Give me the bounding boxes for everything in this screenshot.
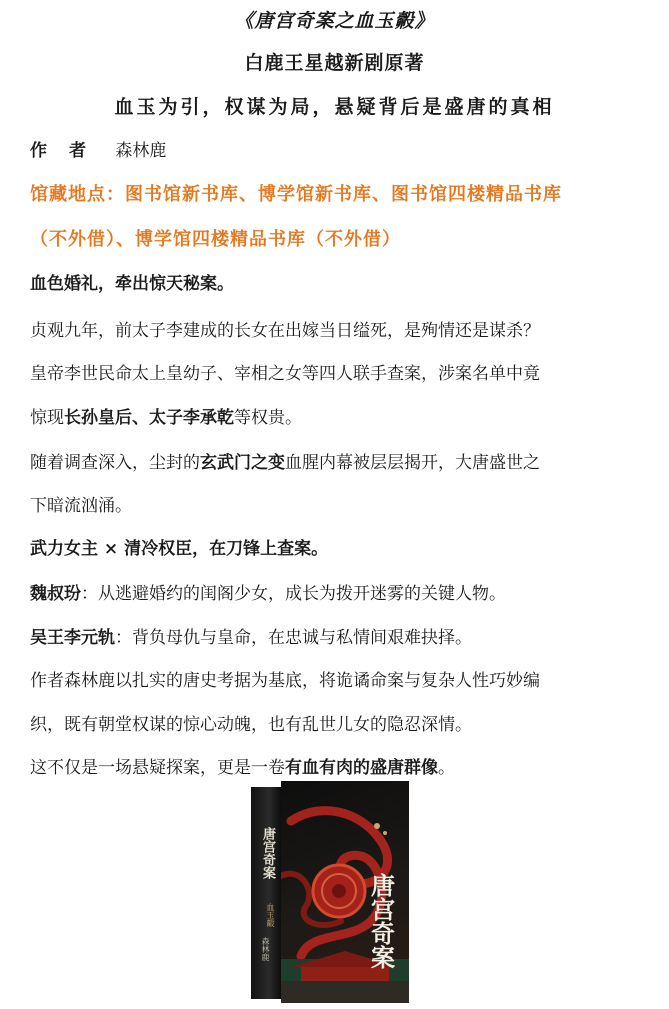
paragraph-3-line-1: 作者森林鹿以扎实的唐史考据为基底，将诡谲命案与复杂人性巧妙编 xyxy=(30,671,540,691)
paragraph-1-line-1: 贞观九年，前太子李建成的长女在出嫁当日缢死，是殉情还是谋杀？ xyxy=(30,321,540,341)
spine-title: 唐宫奇案 xyxy=(260,827,275,879)
paragraph-4-text: 这不仅是一场悬疑探案，更是一卷 xyxy=(30,758,285,778)
author-row xyxy=(30,136,645,161)
paragraph-1-highlight: 长孙皇后、太子李承乾 xyxy=(64,408,234,428)
paragraph-2-highlight: 玄武门之变 xyxy=(200,453,285,473)
paragraph-2-line-1 xyxy=(30,448,645,473)
section-heading-1: 血色婚礼，牵出惊天秘案。 xyxy=(30,274,234,294)
book-spine xyxy=(251,787,281,999)
author-name: 森林鹿 xyxy=(115,141,167,161)
book-tagline: 血玉为引，权谋为局，悬疑背后是盛唐的真相 xyxy=(114,96,555,118)
paragraph-4-text-end: 。 xyxy=(438,758,455,778)
paragraph-1-line-2: 皇帝李世民命太上皇幼子、宰相之女等四人联手查案，涉案名单中竟 xyxy=(30,364,540,384)
paragraph-4-highlight: 有血有肉的盛唐群像 xyxy=(285,758,438,778)
book-front-cover xyxy=(281,781,409,1003)
book-subtitle: 白鹿王星越新剧原著 xyxy=(244,52,425,74)
spine-volume: 血玉㲉 xyxy=(266,903,275,927)
character-1-desc: ：从逃避婚约的闺阁少女，成长为拨开迷雾的关键人物。 xyxy=(81,584,506,604)
location-line-2: （不外借）、博学馆四楼精品书库（不外借） xyxy=(30,229,401,250)
paragraph-1-text-end: 等权贵。 xyxy=(234,408,302,428)
location-line-1: 馆藏地点：图书馆新书库、博学馆新书库、图书馆四楼精品书库 xyxy=(30,184,562,205)
paragraph-1-text: 惊现 xyxy=(30,408,64,428)
paragraph-1-line-3 xyxy=(30,403,645,428)
paragraph-2-text: 随着调查深入，尘封的 xyxy=(30,453,200,473)
character-2-desc: ：背负母仇与皇命，在忠诚与私情间艰难抉择。 xyxy=(115,628,472,648)
character-2-name: 吴王李元轨 xyxy=(30,628,115,648)
character-2 xyxy=(30,623,645,648)
character-1-name: 魏叔玢 xyxy=(30,584,81,604)
cover-artwork xyxy=(281,781,409,1003)
paragraph-4 xyxy=(30,753,645,778)
section-heading-2: 武力女主 × 清冷权臣，在刀锋上查案。 xyxy=(30,539,329,559)
author-label: 作者 xyxy=(30,141,108,161)
book-cover-image xyxy=(251,781,409,1003)
paragraph-3-line-2: 织，既有朝堂权谋的惊心动魄，也有乱世儿女的隐忍深情。 xyxy=(30,715,472,735)
character-1 xyxy=(30,579,645,604)
spine-author: 森林鹿 xyxy=(261,937,270,961)
book-title: 《唐宫奇案之血玉㲉》 xyxy=(234,10,435,32)
paragraph-2-line-2: 下暗流汹涌。 xyxy=(30,496,132,516)
cover-title-text: 唐宫奇案 xyxy=(366,873,396,969)
paragraph-2-text-end: 血腥内幕被层层揭开，大唐盛世之 xyxy=(285,453,540,473)
